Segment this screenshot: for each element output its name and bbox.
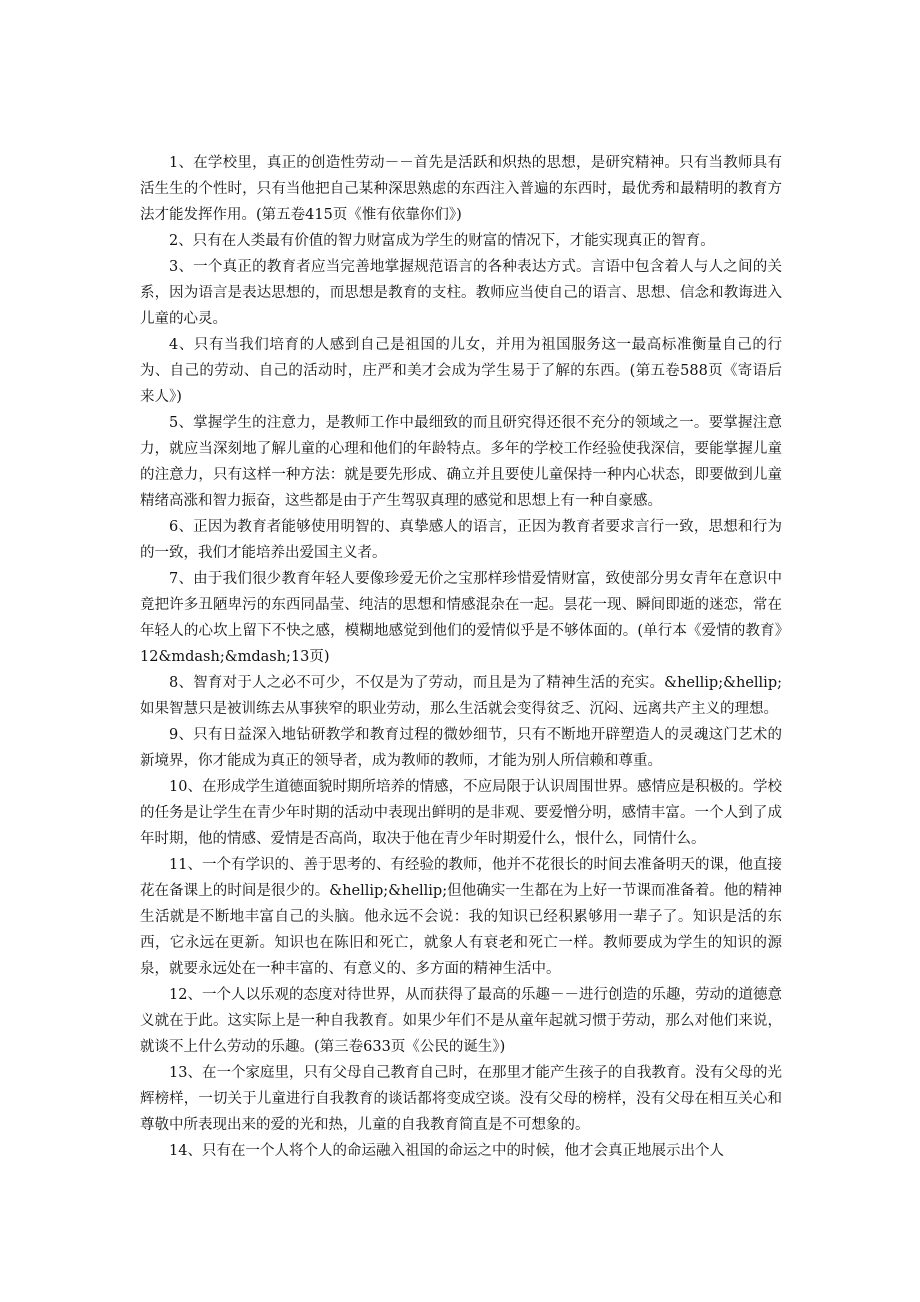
paragraph-3: 3、一个真正的教育者应当完善地掌握规范语言的各种表达方式。言语中包含着人与人之间的关系，因为语言是表达思想的，而思想是教育的支柱。教师应当使自己的语言、思想、信念和教诲进入儿童的心灵。: [140, 259, 782, 327]
paragraph-5: 5、掌握学生的注意力，是教师工作中最细致的而且研究得还很不充分的领域之一。要掌握注意力，就应当深刻地了解儿童的心理和他们的年龄特点。多年的学校工作经验使我深信，要能掌握儿童的注意力，只有这样一种方法：就是要先形成、确立并且要使儿童保持一种内心状态，即要做到儿童精绪高涨和智力振奋，这些都是由于产生驾驭真理的感觉和思想上有一种自豪感。: [140, 415, 782, 509]
paragraph-12: 12、一个人以乐观的态度对待世界，从而获得了最高的乐趣－－进行创造的乐趣，劳动的道德意义就在于此。这实际上是一种自我教育。如果少年们不是从童年起就习惯于劳动，那么对他们来说，就谈不上什么劳动的乐趣。(第三卷633页《公民的诞生》): [140, 987, 782, 1055]
paragraph-13: 13、在一个家庭里，只有父母自己教育自己时，在那里才能产生孩子的自我教育。没有父母的光辉榜样，一切关于儿童进行自我教育的谈话都将变成空谈。没有父母的榜样，没有父母在相互关心和尊敬中所表现出来的爱的光和热，儿童的自我教育简直是不可想象的。: [140, 1065, 782, 1133]
paragraph-4: 4、只有当我们培育的人感到自己是祖国的儿女，并用为祖国服务这一最高标准衡量自己的行为、自己的劳动、自己的活动时，庄严和美才会成为学生易于了解的东西。(第五卷588页《寄语后来人》): [140, 337, 782, 405]
paragraph-8: 8、智育对于人之必不可少，不仅是为了劳动，而且是为了精神生活的充实。&hellip;&hellip;如果智慧只是被训练去从事狭窄的职业劳动，那么生活就会变得贫乏、沉闷、远离共产主义的理想。: [140, 675, 782, 717]
paragraph-11: 11、一个有学识的、善于思考的、有经验的教师，他并不花很长的时间去准备明天的课，他直接花在备课上的时间是很少的。&hellip;&hellip;但他确实一生都在为上好一节课而准备着。他的精神生活就是不断地丰富自己的头脑。他永远不会说：我的知识已经积累够用一辈子了。知识是活的东西，它永远在更新。知识也在陈旧和死亡，就象人有衰老和死亡一样。教师要成为学生的知识的源泉，就要永远处在一种丰富的、有意义的、多方面的精神生活中。: [140, 857, 782, 977]
paragraph-6: 6、正因为教育者能够使用明智的、真挚感人的语言，正因为教育者要求言行一致，思想和行为的一致，我们才能培养出爱国主义者。: [140, 519, 782, 561]
document-body: [140, 150, 782, 1164]
paragraph-10: 10、在形成学生道德面貌时期所培养的情感，不应局限于认识周围世界。感情应是积极的。学校的任务是让学生在青少年时期的活动中表现出鲜明的是非观、要爱憎分明，感情丰富。一个人到了成年时期，他的情感、爱情是否高尚，取决于他在青少年时期爱什么，恨什么，同情什么。: [140, 779, 782, 847]
paragraph-14: 14、只有在一个人将个人的命运融入祖国的命运之中的时候，他才会真正地展示出个人: [169, 1143, 724, 1159]
paragraph-2: 2、只有在人类最有价值的智力财富成为学生的财富的情况下，才能实现真正的智育。: [169, 233, 715, 249]
paragraph-9: 9、只有日益深入地钻研教学和教育过程的微妙细节，只有不断地开辟塑造人的灵魂这门艺术的新境界，你才能成为真正的领导者，成为教师的教师，才能为别人所信赖和尊重。: [140, 727, 782, 769]
paragraph-7: 7、由于我们很少教育年轻人要像珍爱无价之宝那样珍惜爱情财富，致使部分男女青年在意识中竟把许多丑陋卑污的东西同晶莹、纯洁的思想和情感混杂在一起。昙花一现、瞬间即逝的迷恋，常在年轻人的心坎上留下不快之感，模糊地感觉到他们的爱情似乎是不够体面的。(单行本《爱情的教育》12&mdash;&mdash;13页): [140, 571, 782, 665]
paragraph-1: 1、在学校里，真正的创造性劳动－－首先是活跃和炽热的思想，是研究精神。只有当教师具有活生生的个性时，只有当他把自己某种深思熟虑的东西注入普遍的东西时，最优秀和最精明的教育方法才能发挥作用。(第五卷415页《惟有依靠你们》): [140, 155, 782, 223]
